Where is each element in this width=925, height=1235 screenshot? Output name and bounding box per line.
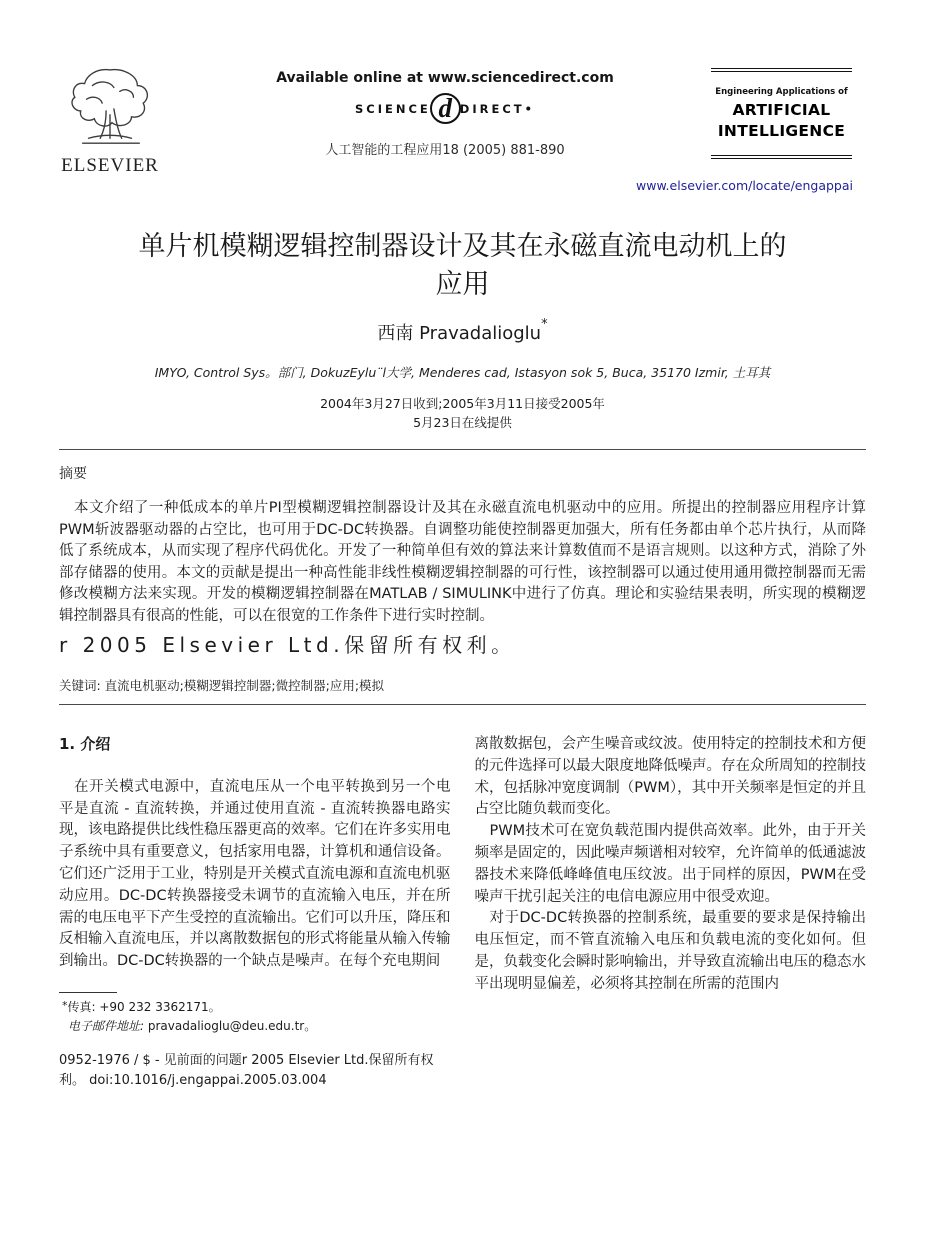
journal-box-title-line1: ARTIFICIAL (732, 101, 831, 119)
header-center (252, 70, 638, 158)
keywords-line: 关键词: 直流电机驱动;模糊逻辑控制器;微控制器;应用;模拟 (59, 678, 385, 693)
article-title-line1: 单片机模糊逻辑控制器设计及其在永磁直流电动机上的 (138, 231, 787, 262)
journal-box-bottom-rule (711, 155, 852, 159)
journal-box-title-line2: INTELLIGENCE (717, 122, 846, 140)
right-column-paragraph-2: PWM技术可在宽负载范围内提供高效率。此外，由于开关频率是固定的，因此噪声频谱相对较窄，允许简单的低通滤波器技术来降低峰峰值电压纹波。出于同样的原因，PWM在受噪声干扰引起关注的电信电源应用中很受欢迎。 (474, 823, 866, 905)
footnote-email-line (59, 1017, 451, 1036)
abstract-body: 本文介绍了一种低成本的单片PI型模糊逻辑控制器设计及其在永磁直流电机驱动中的应用。所提出的控制器应用程序计算PWM斩波器驱动器的占空比，也可用于DC-DC转换器。自调整功能使控制器更加强大，所有任务都由单个芯片执行，从而降低了系统成本，从而实现了程序代码优化。开发了一种简单但有效的算法来计算数值而不是语言规则。以这种方式，消除了外部存储器的使用。本文的贡献是提出一种高性能非线性模糊逻辑控制器的可行性，该控制器可以通过使用通用微控制器而无需修改模糊方法来实现。开发的模糊逻辑控制器在MATLAB / SIMULINK中进行了仿真。理论和实验结果表明，所实现的模糊逻辑控制器具有很高的性能，可以在很宽的工作条件下进行实时控制。 (59, 500, 866, 624)
received-dates (59, 394, 866, 432)
journal-box-top-rule (711, 68, 852, 72)
journal-box-subtitle: Engineering Applications of (715, 87, 848, 97)
author-footnote-mark: * (541, 317, 548, 332)
abstract-top-rule (59, 449, 866, 450)
abstract-bottom-rule (59, 704, 866, 705)
author-line (59, 319, 866, 345)
journal-citation: 人工智能的工程应用18 (2005) 881-890 (325, 143, 565, 158)
footnote-star: * (62, 998, 68, 1012)
right-column-paragraph-1: 离散数据包，会产生噪音或纹波。使用特定的控制技术和方便的元件选择可以最大限度地降低噪声。存在众所周知的控制技术，包括脉冲宽度调制（PWM），其中开关频率是恒定的并且占空比随负载而变化。 (474, 736, 866, 818)
left-column-paragraph: 在开关模式电源中，直流电压从一个电平转换到另一个电平是直流 - 直流转换，并通过使用直流 - 直流转换器电路实现，该电路提供比线性稳压器更高的效率。它们在许多实用电子系统中具有重要意义，包括家用电器，计算机和通信设备。它们还广泛用于工业，特别是开关模式直流电源和直流电机驱动应用。DC-DC转换器接受未调节的直流输入电压，并在所需的电压电平下产生受控的直流输出。它们可以升压，降压和反相输入直流电压，并以离散数据包的形式将能量从输入传输到输出。DC-DC转换器的一个缺点是噪声。在每个充电期间 (59, 778, 451, 970)
author-footnote (59, 992, 451, 1036)
affiliation-line: IMYO, Control Sys。部门, DokuzEylu¨l大学, Menderes cad, Istasyon sok 5, Buca, 35170 Izmir, 土耳其 (154, 365, 771, 380)
elsevier-tree-icon (67, 135, 153, 154)
received-dates-line1: 2004年3月27日收到;2005年3月11日接受2005年 (320, 396, 605, 411)
abstract-copyright-line: r 2005 Elsevier Ltd.保留所有权利。 (59, 633, 516, 657)
footnote-email-label: 电子邮件地址: (68, 1018, 145, 1033)
received-dates-line2: 5月23日在线提供 (413, 415, 512, 430)
article-title-line2: 应用 (435, 269, 490, 300)
section-1-heading: 1. 介绍 (59, 735, 111, 753)
sciencedirect-direct-text: DIRECT• (459, 101, 535, 116)
footnote-fax-line (59, 998, 451, 1017)
article-title (59, 228, 866, 304)
sciencedirect-logo (252, 93, 638, 124)
right-column (475, 734, 867, 1091)
publisher-name: ELSEVIER (61, 155, 159, 176)
journal-url-link[interactable]: www.elsevier.com/locate/engappai (636, 178, 853, 193)
footnote-email-value: pravadalioglu@deu.edu.tr。 (144, 1018, 317, 1033)
elsevier-logo-block (60, 66, 160, 177)
right-column-paragraph-3: 对于DC-DC转换器的控制系统，最重要的要求是保持输出电压恒定，而不管直流输入电压和负载电流的变化如何。但是，负载变化会瞬时影响输出，并导致直流输出电压的稳态水平出现明显偏差，必须将其控制在所需的范围内 (474, 910, 866, 992)
footnote-fax: 传真: +90 232 3362171。 (67, 999, 221, 1014)
imprint-line: 0952-1976 / $ - 见前面的问题r 2005 Elsevier Ltd.保留所有权利。 doi:10.1016/j.engappai.2005.03.004 (59, 1052, 434, 1088)
article-main (59, 228, 866, 1091)
journal-title-box (711, 68, 852, 159)
author-name: 西南 Pravadalioglu (377, 323, 542, 344)
abstract-heading: 摘要 (59, 466, 87, 482)
left-column (59, 734, 451, 1091)
sciencedirect-science-text: SCIENCE (355, 101, 431, 116)
footnote-rule (59, 992, 117, 993)
available-online-text: Available online at www.sciencedirect.com (276, 70, 614, 86)
sciencedirect-d-icon: d (430, 93, 461, 124)
body-columns (59, 734, 866, 1091)
